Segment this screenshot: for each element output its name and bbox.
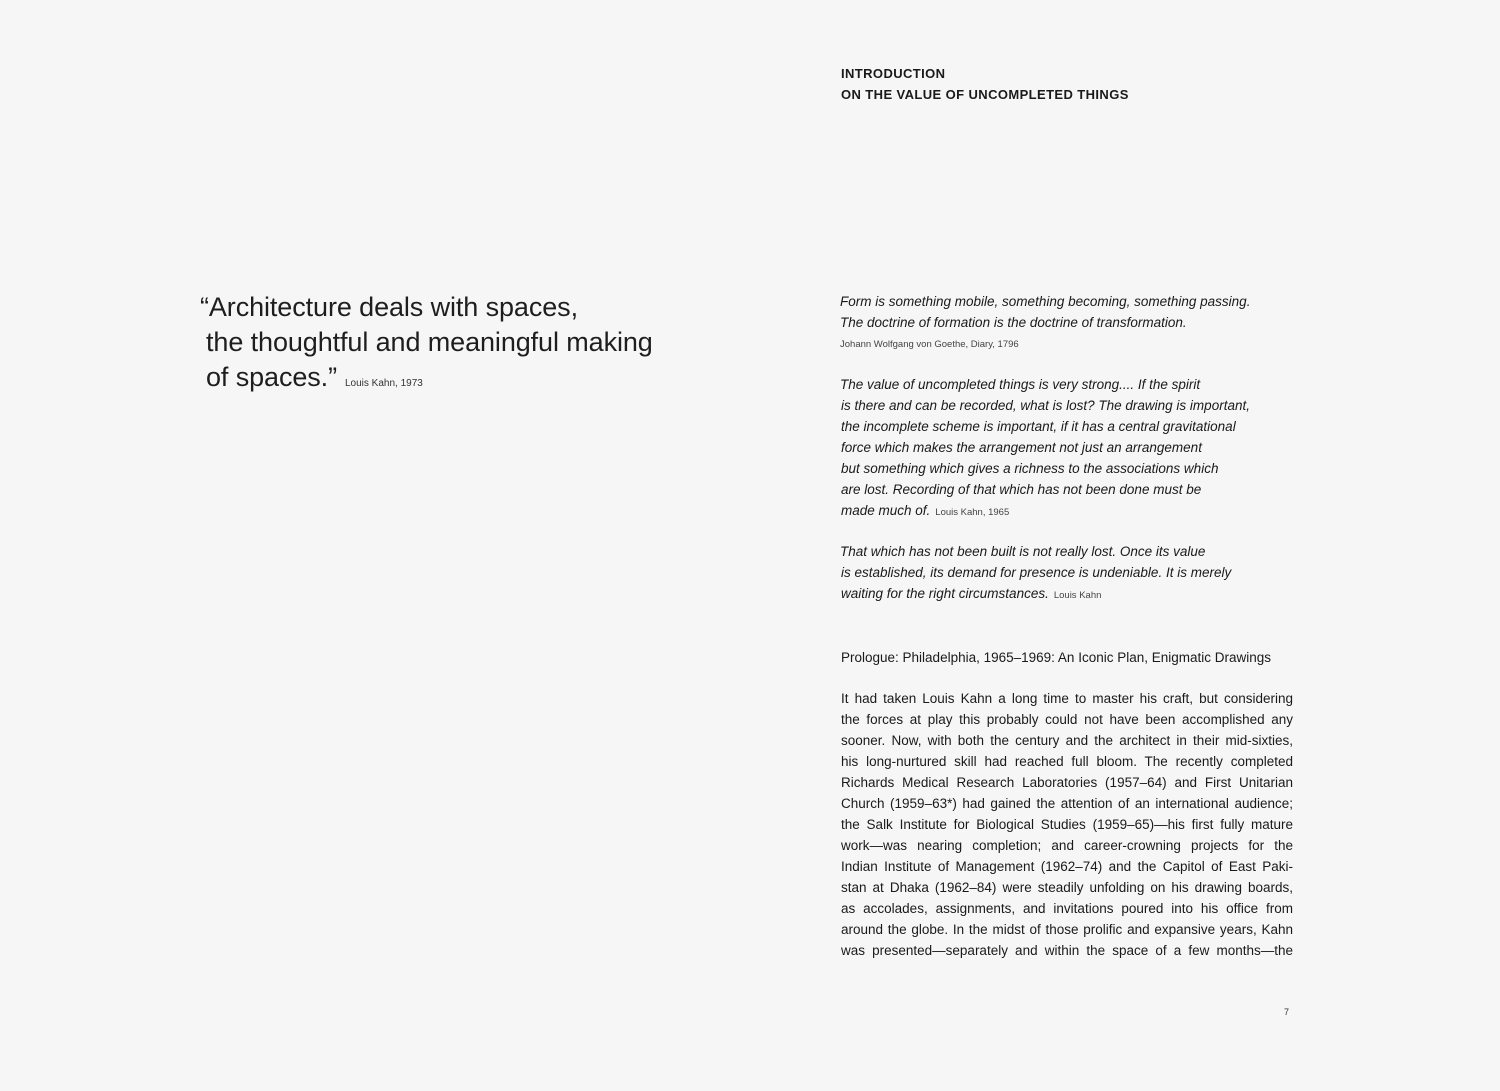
body-line: as accolades, assignments, and invitations poured into his office from (841, 901, 1293, 916)
quote-line-text: of spaces.” (206, 362, 337, 392)
epigraph-goethe (840, 291, 1300, 357)
epigraph-line: but something which gives a richness to the associations which (841, 461, 1219, 476)
epigraph-line: are lost. Recording of that which has not been done must be (841, 482, 1202, 497)
body-line: was presented—separately and within the space of a few months—the (841, 943, 1293, 958)
quote-line (200, 360, 760, 401)
page-number: 7 (1284, 1007, 1290, 1017)
body-line: stan at Dhaka (1962–84) were steadily unfolding on his drawing boards, (841, 880, 1293, 895)
epigraph-line-text: waiting for the right circumstances. (841, 586, 1049, 601)
section-title: Prologue: Philadelphia, 1965–1969: An Iconic Plan, Enigmatic Drawings (841, 650, 1272, 665)
epigraph-line: That which has not been built is not really lost. Once its value (840, 544, 1206, 559)
body-line: the forces at play this probably could not have been accomplished any (841, 712, 1293, 727)
epigraph-line: The value of uncompleted things is very strong.... If the spirit (840, 377, 1201, 392)
body-line: the Salk Institute for Biological Studies (1959–65)—his first fully mature (841, 817, 1293, 832)
quote-line: “Architecture deals with spaces, (200, 292, 578, 322)
chapter-header (841, 63, 1129, 105)
epigraph-line: is established, its demand for presence is undeniable. It is merely (841, 565, 1232, 580)
epigraph-attribution: Johann Wolfgang von Goethe, Diary, 1796 (840, 339, 1019, 350)
epigraph-line: the incomplete scheme is important, if it has a central gravitational (841, 419, 1236, 434)
epigraph-line: force which makes the arrangement not just an arrangement (841, 440, 1202, 455)
epigraph-attribution: Louis Kahn (1053, 590, 1102, 601)
epigraph-line (840, 500, 1300, 523)
left-page-quote (200, 290, 760, 401)
body-line: It had taken Louis Kahn a long time to master his craft, but considering (841, 691, 1293, 706)
body-paragraph (841, 688, 1293, 961)
epigraph-attribution: Louis Kahn, 1965 (935, 507, 1010, 518)
quote-line: the thoughtful and meaningful making (206, 327, 653, 357)
quote-attribution: Louis Kahn, 1973 (344, 378, 423, 389)
body-line: his long-nurtured skill had reached full bloom. The recently completed (841, 754, 1293, 769)
body-line: Church (1959–63*) had gained the attention of an international audience; (841, 796, 1293, 811)
epigraph-line (840, 583, 1300, 606)
chapter-label: INTRODUCTION (841, 66, 946, 81)
epigraph-kahn (840, 541, 1300, 606)
body-line: Indian Institute of Management (1962–74) and the Capitol of East Paki- (841, 859, 1293, 874)
epigraph-line: The doctrine of formation is the doctrine of transformation. (840, 315, 1187, 330)
epigraph-line: Form is something mobile, something becoming, something passing. (840, 294, 1251, 309)
body-line: sooner. Now, with both the century and the architect in their mid-sixties, (841, 733, 1293, 748)
epigraph-line: is there and can be recorded, what is lost? The drawing is important, (841, 398, 1250, 413)
epigraph-kahn-1965 (840, 374, 1300, 523)
body-line: around the globe. In the midst of those prolific and expansive years, Kahn (841, 922, 1293, 937)
epigraph-line-text: made much of. (841, 503, 931, 518)
body-line: Richards Medical Research Laboratories (1957–64) and First Unitarian (841, 775, 1293, 790)
body-line: work—was nearing completion; and career-crowning projects for the (841, 838, 1293, 853)
chapter-title: ON THE VALUE OF UNCOMPLETED THINGS (841, 87, 1129, 102)
